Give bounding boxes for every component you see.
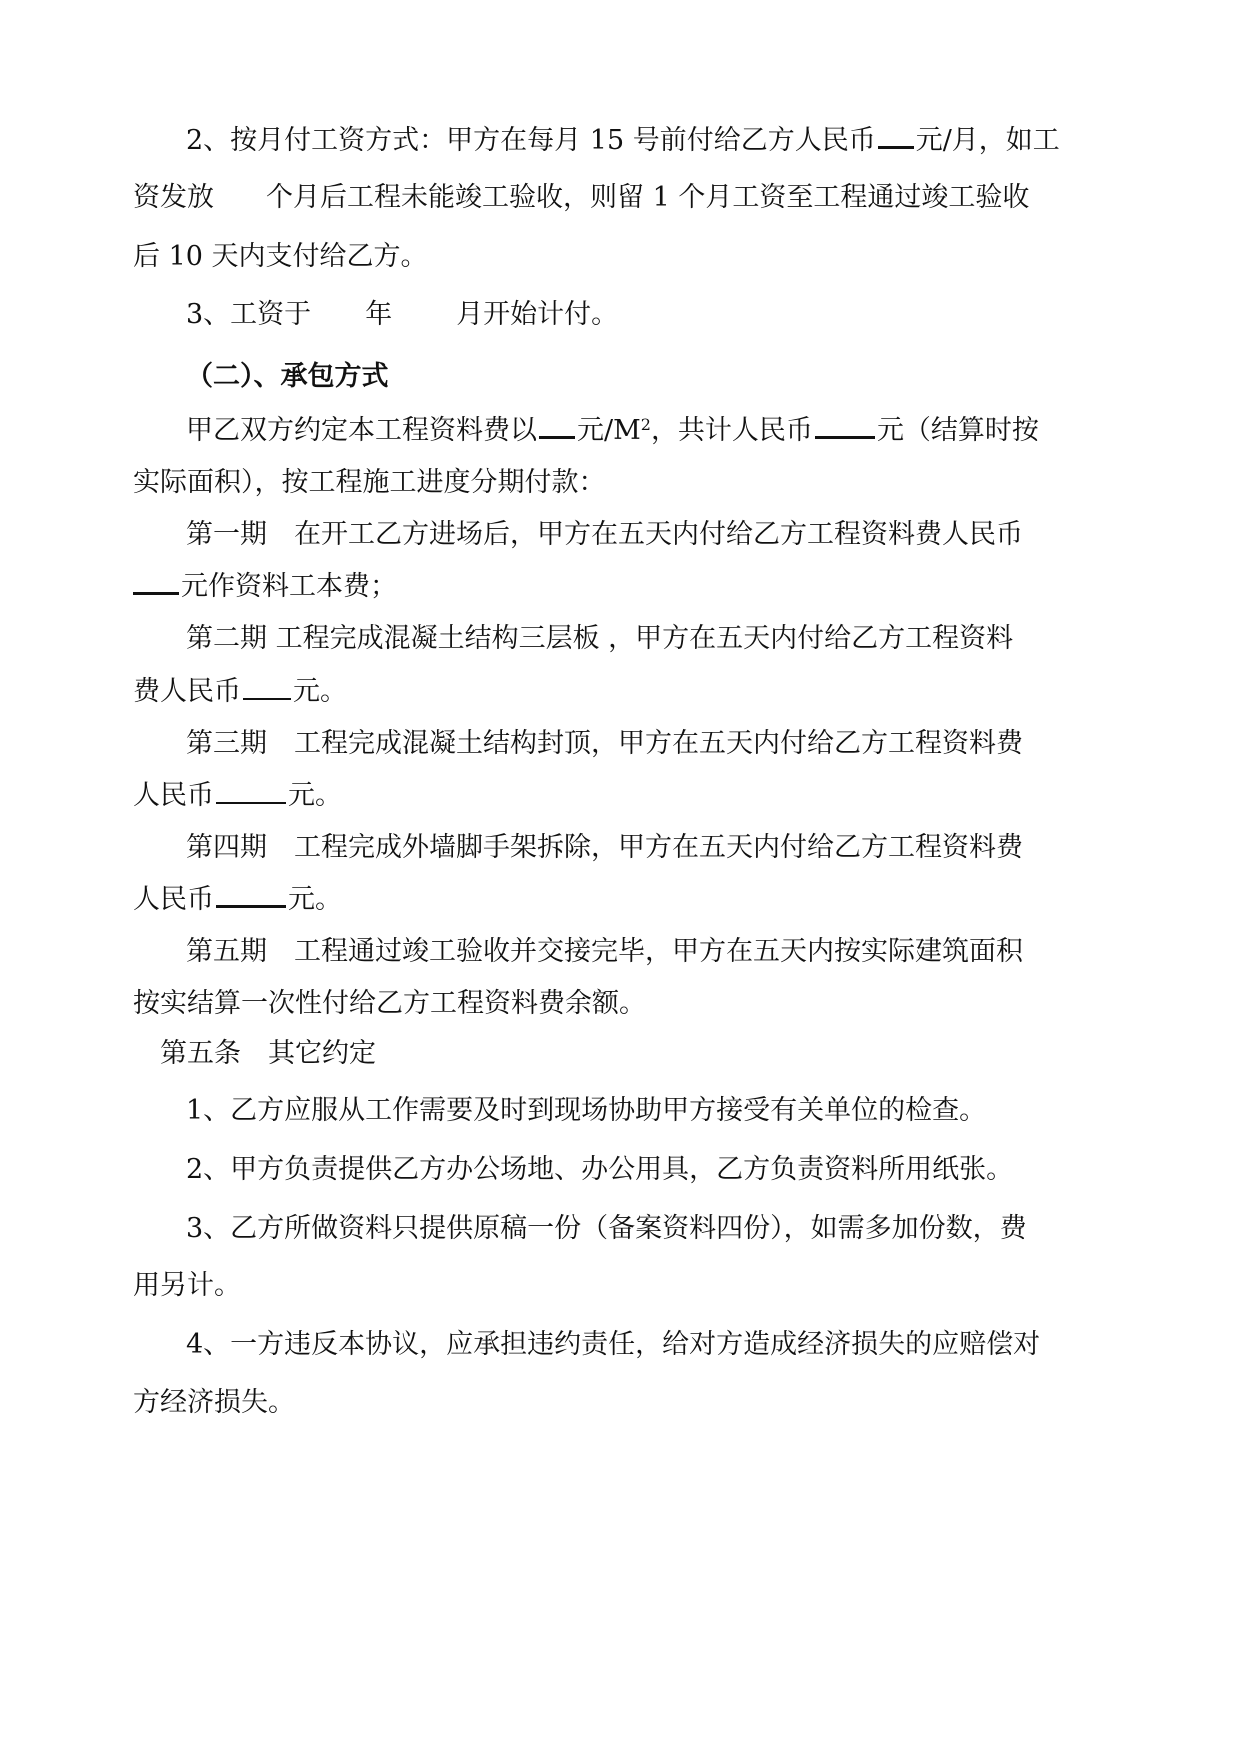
- contract-intro-text: 甲乙双方约定本工程资料费以: [186, 415, 537, 446]
- article-title: 第五条 其它约定: [160, 1038, 376, 1069]
- phase-5-text: 按实结算一次性付给乙方工程资料费余额。: [133, 988, 646, 1019]
- phase-1-amount-blank: [133, 591, 179, 595]
- phase-2-amount-blank: [243, 697, 291, 700]
- unit-price-blank: [539, 435, 575, 439]
- contract-intro-line-2: [133, 466, 606, 500]
- wage-start-line: [186, 298, 618, 332]
- wage-clause-text: 后 10 天内支付给乙方。: [133, 241, 428, 272]
- phase-1-line-2: [133, 570, 397, 604]
- superscript: 2: [640, 415, 651, 434]
- phase-1-line-1: [186, 518, 1023, 552]
- other-item-3-line-2: 用另计。: [133, 1270, 241, 1301]
- section-heading: （二）、承包方式: [186, 361, 389, 392]
- total-amount-blank: [815, 435, 875, 439]
- phase-1-text: 元作资料工本费；: [181, 571, 397, 602]
- wage-clause-text: 个月后工程未能竣工验收，则留 1 个月工资至工程通过竣工验收: [266, 182, 1030, 213]
- other-item-4-line-1: 4、一方违反本协议，应承担违约责任，给对方造成经济损失的应赔偿对: [186, 1329, 1041, 1360]
- other-item-3-line-1: 3、乙方所做资料只提供原稿一份（备案资料四份），如需多加份数，费: [186, 1213, 1027, 1244]
- phase-1-text: 第一期 在开工乙方进场后，甲方在五天内付给乙方工程资料费人民币: [186, 519, 1023, 550]
- phase-4-line-2: [133, 883, 342, 917]
- contract-intro-text: 实际面积），按工程施工进度分期付款：: [133, 467, 606, 498]
- phase-2-line-1: [186, 622, 1013, 656]
- wage-clause-line-3: [133, 240, 428, 274]
- other-item-2: 2、甲方负责提供乙方办公场地、办公用具，乙方负责资料所用纸张。: [186, 1154, 1014, 1185]
- phase-2-line-2: [133, 675, 347, 709]
- wage-clause-line-2: [133, 181, 1029, 215]
- phase-4-text: 人民币: [133, 884, 214, 915]
- phase-3-amount-blank: [216, 801, 286, 804]
- amount-blank: [878, 145, 914, 149]
- wage-clause-text: 2、按月付工资方式：甲方在每月 15 号前付给乙方人民币: [186, 125, 876, 156]
- phase-2-text: 费人民币: [133, 676, 241, 707]
- wage-start-text: 3、工资于: [186, 299, 312, 330]
- phase-4-text: 第四期 工程完成外墙脚手架拆除，甲方在五天内付给乙方工程资料费: [186, 832, 1023, 863]
- wage-clause-text: 资发放: [133, 182, 214, 213]
- phase-2-text: 第二期 工程完成混凝土结构三层板 ，甲方在五天内付给乙方工程资料: [186, 623, 1014, 654]
- wage-start-text: 月开始计付。: [456, 299, 619, 330]
- wage-clause-text: 元/月，如工: [915, 125, 1060, 156]
- phase-3-text: 第三期 工程完成混凝土结构封顶，甲方在五天内付给乙方工程资料费: [186, 728, 1023, 759]
- phase-3-line-2: [133, 779, 342, 813]
- phase-4-amount-blank: [216, 904, 286, 908]
- phase-3-line-1: [186, 727, 1023, 761]
- wage-start-text: 年: [365, 299, 393, 330]
- phase-4-line-1: [186, 831, 1023, 865]
- contract-intro-line-1: [186, 414, 1039, 448]
- phase-5-text: 第五期 工程通过竣工验收并交接完毕，甲方在五天内按实际建筑面积: [186, 936, 1023, 967]
- contract-intro-text: ，共计人民币: [650, 415, 813, 446]
- phase-5-line-2: [133, 987, 646, 1021]
- phase-4-text: 元。: [288, 884, 342, 915]
- phase-5-line-1: [186, 935, 1023, 969]
- other-item-1: 1、乙方应服从工作需要及时到现场协助甲方接受有关单位的检查。: [186, 1095, 987, 1126]
- wage-clause-line-1: [186, 124, 1060, 158]
- phase-2-text: 元。: [293, 676, 347, 707]
- phase-3-text: 人民币: [133, 780, 214, 811]
- phase-3-text: 元。: [288, 780, 342, 811]
- other-item-4-line-2: 方经济损失。: [133, 1387, 295, 1418]
- contract-intro-text: 元（结算时按: [876, 415, 1039, 446]
- contract-intro-text: 元/M: [577, 415, 641, 446]
